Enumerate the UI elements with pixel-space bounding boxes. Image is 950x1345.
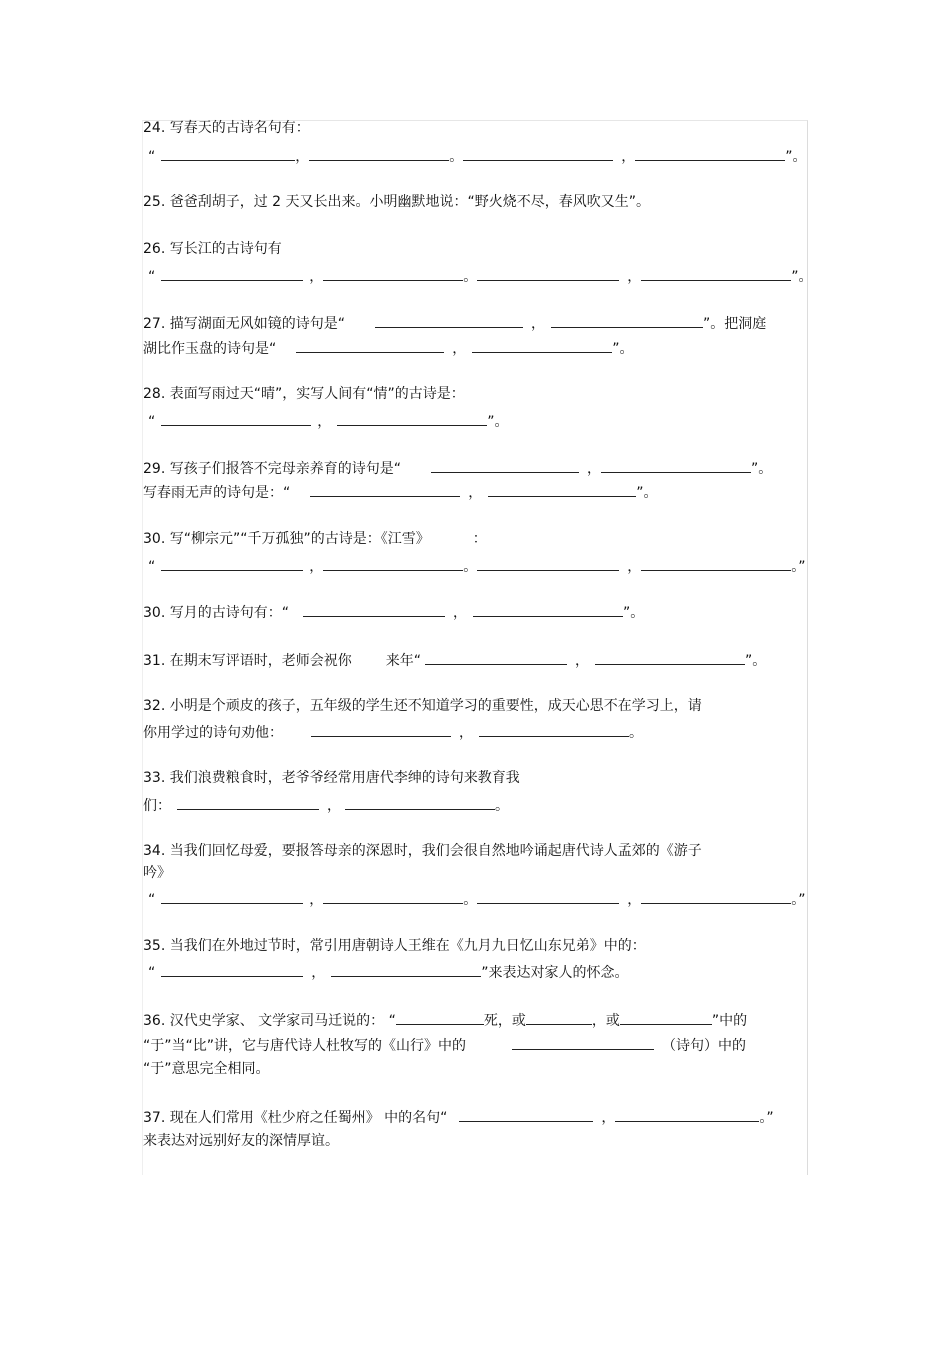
- punct: ，: [452, 341, 467, 357]
- quote-close: ”。: [487, 414, 509, 430]
- blank-1[interactable]: [161, 411, 311, 426]
- question-34: [143, 842, 702, 860]
- blank-4[interactable]: [512, 1035, 654, 1050]
- quote-close: ”。: [785, 149, 807, 165]
- question-34-line-2: [143, 864, 171, 882]
- punct: ，: [586, 461, 601, 477]
- punct: ，: [452, 605, 467, 621]
- blank-2[interactable]: [551, 313, 703, 328]
- punct: 。: [495, 798, 509, 814]
- quote-open: “: [148, 559, 156, 575]
- quote-open: “: [148, 965, 156, 981]
- punct: ，: [327, 798, 341, 814]
- blank-2[interactable]: [615, 1107, 759, 1122]
- punct: 。: [463, 892, 478, 908]
- question-24-answer: [148, 146, 807, 164]
- question-37: [143, 1107, 774, 1125]
- question-text: 32. 小明是个顽皮的孩子，五年级的学生还不知道学习的重要性，成天心思不在学习上，请: [143, 698, 702, 714]
- punct: ，: [311, 965, 326, 981]
- question-32-line-2: [143, 722, 643, 740]
- quote-close: 。”: [791, 892, 806, 908]
- blank-1[interactable]: [177, 795, 319, 810]
- question-31: [143, 650, 766, 668]
- blank-3[interactable]: [477, 556, 619, 571]
- question-30-a: [143, 530, 487, 548]
- question-24: [143, 119, 310, 137]
- blank-1[interactable]: [425, 650, 567, 665]
- punct: ，: [530, 316, 545, 332]
- question-35-answer: [148, 962, 629, 980]
- blank-1[interactable]: [161, 556, 303, 571]
- question-text: 37. 现在人们常用《杜少府之任蜀州》 中的名句“: [143, 1110, 448, 1126]
- question-text: 来表达对远别好友的深情厚谊。: [143, 1133, 339, 1149]
- question-28-answer: [148, 411, 509, 429]
- question-text: 24. 写春天的古诗名句有：: [143, 120, 310, 136]
- question-text: 25. 爸爸刮胡子，过 2 天又长出来。小明幽默地说：“野火烧不尽，春风吹又生”。: [143, 194, 651, 210]
- punct: ，: [309, 269, 324, 285]
- blank-3[interactable]: [477, 266, 619, 281]
- question-text: 28. 表面写雨过天“晴”，实写人间有“情”的古诗是：: [143, 386, 465, 402]
- blank-2[interactable]: [323, 556, 463, 571]
- blank-3[interactable]: [296, 338, 444, 353]
- question-text: 们：: [143, 798, 171, 814]
- question-text: “于”意思完全相同。: [143, 1061, 270, 1077]
- punct: ，: [574, 653, 589, 669]
- question-text: 26. 写长江的古诗句有: [143, 241, 282, 257]
- quote-close: 。”: [759, 1110, 774, 1126]
- quote-open: “: [148, 414, 156, 430]
- blank-4[interactable]: [641, 556, 791, 571]
- question-26: [143, 240, 282, 258]
- blank-4[interactable]: [641, 266, 791, 281]
- blank-2[interactable]: [309, 146, 449, 161]
- punct: ，或: [591, 1013, 620, 1029]
- question-36: [143, 1010, 747, 1028]
- question-28: [143, 385, 465, 403]
- punct: 。: [449, 149, 464, 165]
- quote-close: ”。: [744, 653, 767, 669]
- blank-2[interactable]: [345, 795, 495, 810]
- blank-4[interactable]: [488, 482, 636, 497]
- blank-3[interactable]: [310, 482, 460, 497]
- punct: ，: [627, 892, 642, 908]
- blank-1[interactable]: [396, 1010, 484, 1025]
- question-27-line-2: [143, 338, 634, 356]
- punct: ，: [468, 485, 483, 501]
- punct: 。: [463, 559, 478, 575]
- question-30-a-answer: [148, 556, 806, 574]
- question-26-answer: [148, 266, 813, 284]
- question-36-line-2: [143, 1035, 746, 1053]
- blank-1[interactable]: [303, 602, 445, 617]
- blank-1[interactable]: [161, 889, 303, 904]
- blank-1[interactable]: [459, 1107, 593, 1122]
- question-29-line-2: [143, 482, 658, 500]
- question-text: 30. 写月的古诗句有：“: [143, 605, 289, 621]
- question-text: 吟》: [143, 865, 171, 881]
- question-text: （诗句）中的: [662, 1038, 747, 1054]
- blank-3[interactable]: [620, 1010, 712, 1025]
- question-30-b: [143, 602, 644, 620]
- blank-2[interactable]: [323, 889, 463, 904]
- punct: ”中的: [711, 1013, 748, 1029]
- question-32: [143, 697, 702, 715]
- question-text: 来年“: [385, 653, 421, 669]
- punct: ，: [459, 725, 473, 741]
- punct: 死，或: [483, 1013, 526, 1029]
- blank-1[interactable]: [161, 266, 303, 281]
- blank-2[interactable]: [601, 458, 751, 473]
- question-35: [143, 937, 646, 955]
- blank-2[interactable]: [473, 602, 623, 617]
- blank-3[interactable]: [463, 146, 613, 161]
- question-text: “于”当“比”讲，它与唐代诗人杜牧写的《山行》中的: [143, 1038, 467, 1054]
- question-25: [143, 193, 650, 211]
- punct: ，: [295, 149, 310, 165]
- punct: ，: [309, 559, 324, 575]
- question-34-answer: [148, 889, 806, 907]
- question-33-line-2: [143, 795, 509, 813]
- blank-1[interactable]: [375, 313, 523, 328]
- question-text: 31. 在期末写评语时，老师会祝你: [143, 653, 352, 669]
- question-text: 33. 我们浪费粮食时，老爷爷经常用唐代李绅的诗句来教育我: [143, 770, 520, 786]
- quote-close: ”。: [622, 605, 645, 621]
- blank-3[interactable]: [477, 889, 619, 904]
- question-33: [143, 769, 520, 787]
- question-27: [143, 313, 766, 331]
- blank-1[interactable]: [161, 146, 295, 161]
- question-text: 30. 写“柳宗元”“千万孤独”的古诗是：《江雪》: [143, 531, 423, 547]
- quote-close: ”。: [636, 485, 658, 501]
- blank-2[interactable]: [323, 266, 463, 281]
- question-text: 35. 当我们在外地过节时，常引用唐朝诗人王维在《九月九日忆山东兄弟》中的：: [143, 938, 646, 954]
- blank-4[interactable]: [641, 889, 791, 904]
- question-36-line-3: [143, 1060, 270, 1078]
- quote-open: “: [148, 269, 156, 285]
- punct: ：: [472, 531, 487, 547]
- quote-open: “: [148, 892, 156, 908]
- punct: 。: [463, 269, 478, 285]
- punct: ，: [317, 414, 332, 430]
- blank-2[interactable]: [526, 1010, 592, 1025]
- question-text: 27. 描写湖面无风如镜的诗句是“: [143, 316, 345, 332]
- quote-close: ”。: [612, 341, 634, 357]
- blank-2[interactable]: [595, 650, 745, 665]
- blank-2[interactable]: [479, 722, 629, 737]
- punct: ，: [621, 149, 636, 165]
- quote-close: 。”: [791, 559, 806, 575]
- punct: ，: [627, 269, 642, 285]
- question-text: 36. 汉代史学家、 文学家司马迁说的： “: [143, 1013, 396, 1029]
- question-37-line-2: [143, 1132, 339, 1150]
- question-text: ”来表达对家人的怀念。: [481, 965, 629, 981]
- question-text: 你用学过的诗句劝他：: [143, 725, 283, 741]
- blank-2[interactable]: [337, 411, 487, 426]
- blank-2[interactable]: [331, 962, 481, 977]
- question-text: 34. 当我们回忆母爱，要报答母亲的深恩时，我们会很自然地吟诵起唐代诗人孟郊的《游子: [143, 843, 702, 859]
- question-29: [143, 458, 772, 476]
- punct: ，: [309, 892, 324, 908]
- question-text: 写春雨无声的诗句是：“: [143, 485, 291, 501]
- quote-close: ”。: [791, 269, 813, 285]
- question-text: 29. 写孩子们报答不完母亲养育的诗句是“: [143, 461, 401, 477]
- blank-1[interactable]: [161, 962, 303, 977]
- punct: ，: [627, 559, 642, 575]
- punct: 。: [629, 725, 643, 741]
- blank-4[interactable]: [472, 338, 612, 353]
- question-text: 湖比作玉盘的诗句是“: [143, 341, 277, 357]
- quote-open: “: [148, 149, 156, 165]
- quote-close: ”。: [750, 461, 773, 477]
- blank-4[interactable]: [635, 146, 785, 161]
- punct: ，: [601, 1110, 616, 1126]
- blank-1[interactable]: [311, 722, 451, 737]
- punct: ”。把洞庭: [702, 316, 767, 332]
- blank-1[interactable]: [431, 458, 579, 473]
